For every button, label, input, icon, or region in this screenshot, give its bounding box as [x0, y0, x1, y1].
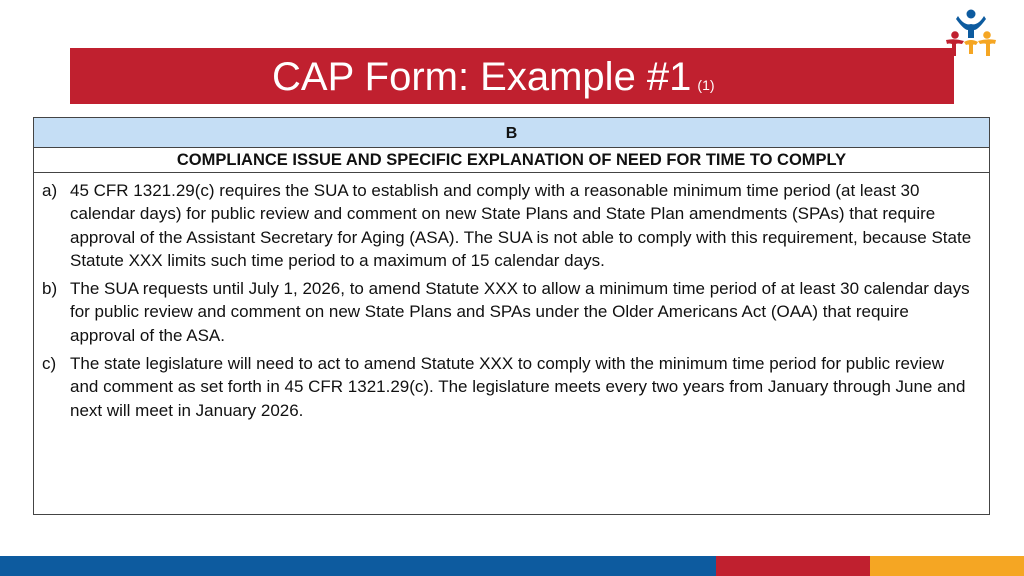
list-item	[42, 179, 977, 272]
title-banner	[70, 48, 954, 104]
item-text: The state legislature will need to act to amend Statute XXX to comply with the minimum time period for public review and comment as set forth in 45 CFR 1321.29(c). The legislature meets every two years from January through June and next will meet in January 2026.	[70, 354, 966, 420]
column-label-row	[34, 118, 989, 148]
item-marker: c)	[42, 354, 57, 374]
table-body-cell	[34, 173, 989, 422]
footer-color-bar	[0, 556, 1024, 576]
list-item	[42, 352, 977, 422]
slide-title-subscript: (1)	[697, 77, 715, 93]
column-label: B	[505, 125, 518, 142]
table-header: COMPLIANCE ISSUE AND SPECIFIC EXPLANATION OF NEED FOR TIME TO COMPLY	[176, 150, 847, 169]
footer-red-segment	[716, 556, 870, 576]
table-header-row	[34, 148, 989, 173]
slide-title	[272, 55, 715, 107]
item-text: The SUA requests until July 1, 2026, to amend Statute XXX to allow a minimum time period of at least 30 calendar days for public review and comment on new State Plans and SPAs under the Older Americans Act (OAA) that require approval of the ASA.	[70, 279, 970, 345]
item-text: 45 CFR 1321.29(c) requires the SUA to establish and comply with a reasonable minimum time period (at least 30 calendar days) for public review and comment on new State Plans and State Plan amendments (SPAs) that require approval of the Assistant Secretary for Aging (ASA). The SUA is not able to comply with this requirement, because State Statute XXX limits such time period to a maximum of 15 calendar days.	[70, 181, 972, 270]
cap-form-table	[33, 117, 990, 515]
footer-blue-segment	[0, 556, 716, 576]
footer-orange-segment	[870, 556, 1024, 576]
item-marker: a)	[42, 181, 58, 200]
item-marker: b)	[42, 279, 58, 299]
people-figures-logo-icon	[944, 8, 998, 58]
list-item	[42, 277, 977, 347]
slide-title-text: CAP Form: Example #1	[272, 55, 692, 99]
